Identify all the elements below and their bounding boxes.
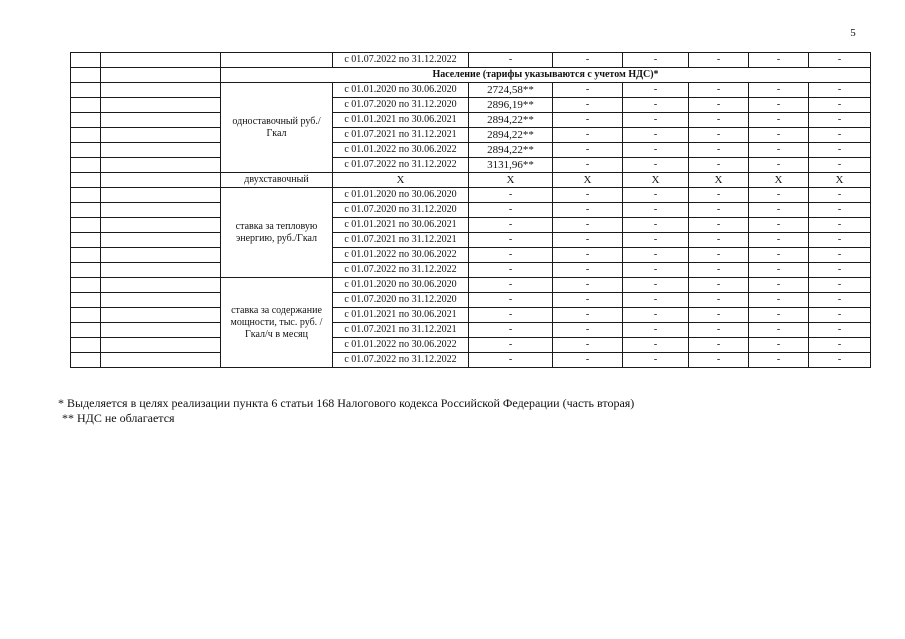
table-row <box>71 83 871 98</box>
period-cell: с 01.01.2022 по 30.06.2022 <box>333 248 469 263</box>
category-cell <box>101 218 221 233</box>
rate-type-cell <box>221 53 333 68</box>
category-cell <box>101 83 221 98</box>
empty-value-cell: - <box>469 188 553 203</box>
period-cell: с 01.07.2021 по 31.12.2021 <box>333 233 469 248</box>
empty-value-cell: - <box>553 308 623 323</box>
tariff-value-cell: 2896,19** <box>469 98 553 113</box>
period-cell: с 01.07.2022 по 31.12.2022 <box>333 53 469 68</box>
capacity-label: ставка за содержание мощности, тыс. руб. /Гкал/ч в месяц <box>221 278 333 368</box>
empty-value-cell: - <box>809 158 871 173</box>
index-cell <box>71 173 101 188</box>
empty-value-cell: - <box>749 338 809 353</box>
table-row-section <box>71 68 871 83</box>
x-mark-cell: X <box>333 173 469 188</box>
empty-value-cell: - <box>689 143 749 158</box>
empty-value-cell: - <box>749 98 809 113</box>
table-row <box>71 158 871 173</box>
index-cell <box>71 68 101 83</box>
period-cell: с 01.07.2021 по 31.12.2021 <box>333 323 469 338</box>
category-cell <box>101 263 221 278</box>
empty-value-cell: - <box>553 263 623 278</box>
x-mark-cell: X <box>689 173 749 188</box>
footnote-vat: * Выделяется в целях реализации пункта 6 статьи 168 Налогового кодекса Российской Федерации (часть вторая) <box>58 396 635 410</box>
empty-value-cell: - <box>623 278 689 293</box>
period-cell: с 01.07.2021 по 31.12.2021 <box>333 128 469 143</box>
empty-value-cell: - <box>623 233 689 248</box>
period-cell: с 01.07.2020 по 31.12.2020 <box>333 98 469 113</box>
empty-value-cell: - <box>689 113 749 128</box>
empty-value-cell: - <box>749 203 809 218</box>
table-row <box>71 143 871 158</box>
one-rate-label: одноставочный руб./Гкал <box>221 83 333 173</box>
empty-value-cell: - <box>469 353 553 368</box>
empty-value-cell: - <box>749 233 809 248</box>
category-cell <box>101 308 221 323</box>
period-cell: с 01.07.2022 по 31.12.2022 <box>333 353 469 368</box>
table-row <box>71 248 871 263</box>
index-cell <box>71 53 101 68</box>
empty-value-cell: - <box>623 263 689 278</box>
period-cell: с 01.01.2022 по 30.06.2022 <box>333 143 469 158</box>
empty-value-cell: - <box>469 248 553 263</box>
table-row <box>71 323 871 338</box>
period-cell: с 01.01.2021 по 30.06.2021 <box>333 113 469 128</box>
index-cell <box>71 278 101 293</box>
empty-value-cell: - <box>689 293 749 308</box>
empty-value-cell: - <box>469 293 553 308</box>
tariff-table <box>70 52 871 368</box>
empty-value-cell: - <box>689 158 749 173</box>
empty-value-cell: - <box>809 293 871 308</box>
empty-value-cell: - <box>689 188 749 203</box>
period-cell: с 01.07.2022 по 31.12.2022 <box>333 158 469 173</box>
index-cell <box>71 308 101 323</box>
empty-value-cell: - <box>689 263 749 278</box>
empty-value-cell: - <box>623 113 689 128</box>
empty-value-cell: - <box>689 98 749 113</box>
x-mark-cell: X <box>623 173 689 188</box>
empty-value-cell: - <box>623 83 689 98</box>
empty-value-cell: - <box>469 338 553 353</box>
empty-value-cell: - <box>809 308 871 323</box>
table-row <box>71 353 871 368</box>
empty-value-cell: - <box>553 353 623 368</box>
empty-value-cell: - <box>553 203 623 218</box>
period-cell: с 01.01.2022 по 30.06.2022 <box>333 338 469 353</box>
category-cell <box>101 293 221 308</box>
empty-value-cell: - <box>623 323 689 338</box>
empty-value-cell: - <box>623 353 689 368</box>
heat-energy-label: ставка за тепловую энергию, руб./Гкал <box>221 188 333 278</box>
empty-value-cell: - <box>689 203 749 218</box>
empty-value-cell: - <box>623 293 689 308</box>
empty-value-cell: - <box>553 338 623 353</box>
empty-value-cell: - <box>689 233 749 248</box>
category-cell <box>101 143 221 158</box>
x-mark-cell: X <box>553 173 623 188</box>
empty-value-cell: - <box>689 218 749 233</box>
page-number: 5 <box>850 27 856 39</box>
empty-value-cell: - <box>749 113 809 128</box>
table-row <box>71 188 871 203</box>
table-row-two-rate <box>71 173 871 188</box>
tariff-value-cell: 2894,22** <box>469 143 553 158</box>
empty-value-cell: - <box>809 353 871 368</box>
empty-value-cell: - <box>469 233 553 248</box>
empty-value-cell: - <box>623 308 689 323</box>
empty-value-cell: - <box>469 203 553 218</box>
table-row <box>71 98 871 113</box>
category-cell <box>101 203 221 218</box>
empty-value-cell: - <box>809 53 871 68</box>
empty-value-cell: - <box>469 53 553 68</box>
index-cell <box>71 158 101 173</box>
table-row <box>71 338 871 353</box>
category-cell <box>101 233 221 248</box>
category-cell <box>101 128 221 143</box>
tariff-value-cell: 3131,96** <box>469 158 553 173</box>
table-row <box>71 233 871 248</box>
empty-value-cell: - <box>553 83 623 98</box>
empty-value-cell: - <box>553 323 623 338</box>
empty-value-cell: - <box>749 188 809 203</box>
table-row <box>71 203 871 218</box>
category-cell <box>101 323 221 338</box>
empty-value-cell: - <box>749 218 809 233</box>
index-cell <box>71 218 101 233</box>
table-row <box>71 263 871 278</box>
empty-value-cell: - <box>623 98 689 113</box>
empty-value-cell: - <box>689 308 749 323</box>
index-cell <box>71 113 101 128</box>
x-mark-cell: X <box>749 173 809 188</box>
category-cell <box>101 188 221 203</box>
empty-value-cell: - <box>749 263 809 278</box>
empty-value-cell: - <box>553 128 623 143</box>
empty-value-cell: - <box>749 278 809 293</box>
index-cell <box>71 98 101 113</box>
table-row-top <box>71 53 871 68</box>
index-cell <box>71 128 101 143</box>
tariff-value-cell: 2894,22** <box>469 128 553 143</box>
empty-value-cell: - <box>749 83 809 98</box>
category-cell <box>101 173 221 188</box>
empty-value-cell: - <box>749 53 809 68</box>
index-cell <box>71 143 101 158</box>
section-title: Население (тарифы указываются с учетом НДС)* <box>221 68 871 83</box>
table-row <box>71 293 871 308</box>
index-cell <box>71 323 101 338</box>
category-cell <box>101 278 221 293</box>
empty-value-cell: - <box>553 218 623 233</box>
empty-value-cell: - <box>809 188 871 203</box>
empty-value-cell: - <box>469 308 553 323</box>
category-cell <box>101 158 221 173</box>
period-cell: с 01.01.2021 по 30.06.2021 <box>333 218 469 233</box>
empty-value-cell: - <box>553 98 623 113</box>
empty-value-cell: - <box>749 353 809 368</box>
empty-value-cell: - <box>553 293 623 308</box>
period-cell: с 01.01.2020 по 30.06.2020 <box>333 83 469 98</box>
empty-value-cell: - <box>553 233 623 248</box>
empty-value-cell: - <box>809 113 871 128</box>
category-cell <box>101 53 221 68</box>
empty-value-cell: - <box>749 323 809 338</box>
table-row <box>71 128 871 143</box>
index-cell <box>71 248 101 263</box>
period-cell: с 01.01.2020 по 30.06.2020 <box>333 278 469 293</box>
empty-value-cell: - <box>809 278 871 293</box>
empty-value-cell: - <box>553 158 623 173</box>
category-cell <box>101 338 221 353</box>
category-cell <box>101 98 221 113</box>
period-cell: с 01.01.2020 по 30.06.2020 <box>333 188 469 203</box>
period-cell: с 01.01.2021 по 30.06.2021 <box>333 308 469 323</box>
table-row <box>71 278 871 293</box>
empty-value-cell: - <box>553 278 623 293</box>
empty-value-cell: - <box>623 248 689 263</box>
empty-value-cell: - <box>623 128 689 143</box>
empty-value-cell: - <box>553 143 623 158</box>
category-cell <box>101 353 221 368</box>
empty-value-cell: - <box>689 338 749 353</box>
empty-value-cell: - <box>749 293 809 308</box>
tariff-value-cell: 2894,22** <box>469 113 553 128</box>
tariff-value-cell: 2724,58** <box>469 83 553 98</box>
empty-value-cell: - <box>623 203 689 218</box>
empty-value-cell: - <box>623 143 689 158</box>
empty-value-cell: - <box>809 83 871 98</box>
empty-value-cell: - <box>749 128 809 143</box>
x-mark-cell: X <box>469 173 553 188</box>
period-cell: с 01.07.2020 по 31.12.2020 <box>333 203 469 218</box>
empty-value-cell: - <box>553 113 623 128</box>
two-rate-label: двухставочный <box>221 173 333 188</box>
empty-value-cell: - <box>553 188 623 203</box>
category-cell <box>101 248 221 263</box>
empty-value-cell: - <box>469 263 553 278</box>
empty-value-cell: - <box>809 218 871 233</box>
empty-value-cell: - <box>623 158 689 173</box>
period-cell: с 01.07.2022 по 31.12.2022 <box>333 263 469 278</box>
empty-value-cell: - <box>689 128 749 143</box>
index-cell <box>71 233 101 248</box>
x-mark-cell: X <box>809 173 871 188</box>
index-cell <box>71 338 101 353</box>
empty-value-cell: - <box>689 323 749 338</box>
index-cell <box>71 83 101 98</box>
empty-value-cell: - <box>749 158 809 173</box>
empty-value-cell: - <box>809 203 871 218</box>
empty-value-cell: - <box>469 278 553 293</box>
empty-value-cell: - <box>689 53 749 68</box>
empty-value-cell: - <box>623 188 689 203</box>
empty-value-cell: - <box>809 98 871 113</box>
empty-value-cell: - <box>809 233 871 248</box>
index-cell <box>71 353 101 368</box>
index-cell <box>71 263 101 278</box>
empty-value-cell: - <box>809 338 871 353</box>
empty-value-cell: - <box>689 248 749 263</box>
empty-value-cell: - <box>623 338 689 353</box>
empty-value-cell: - <box>749 143 809 158</box>
empty-value-cell: - <box>809 323 871 338</box>
empty-value-cell: - <box>809 263 871 278</box>
empty-value-cell: - <box>749 308 809 323</box>
category-cell <box>101 68 221 83</box>
footnote-no-vat: ** НДС не облагается <box>62 411 175 425</box>
empty-value-cell: - <box>809 248 871 263</box>
empty-value-cell: - <box>469 218 553 233</box>
empty-value-cell: - <box>469 323 553 338</box>
category-cell <box>101 113 221 128</box>
empty-value-cell: - <box>749 248 809 263</box>
table-row <box>71 308 871 323</box>
empty-value-cell: - <box>809 128 871 143</box>
empty-value-cell: - <box>553 53 623 68</box>
empty-value-cell: - <box>553 248 623 263</box>
table-row <box>71 218 871 233</box>
empty-value-cell: - <box>689 353 749 368</box>
index-cell <box>71 188 101 203</box>
index-cell <box>71 293 101 308</box>
empty-value-cell: - <box>689 278 749 293</box>
empty-value-cell: - <box>809 143 871 158</box>
empty-value-cell: - <box>623 53 689 68</box>
index-cell <box>71 203 101 218</box>
table-row <box>71 113 871 128</box>
period-cell: с 01.07.2020 по 31.12.2020 <box>333 293 469 308</box>
empty-value-cell: - <box>689 83 749 98</box>
empty-value-cell: - <box>623 218 689 233</box>
